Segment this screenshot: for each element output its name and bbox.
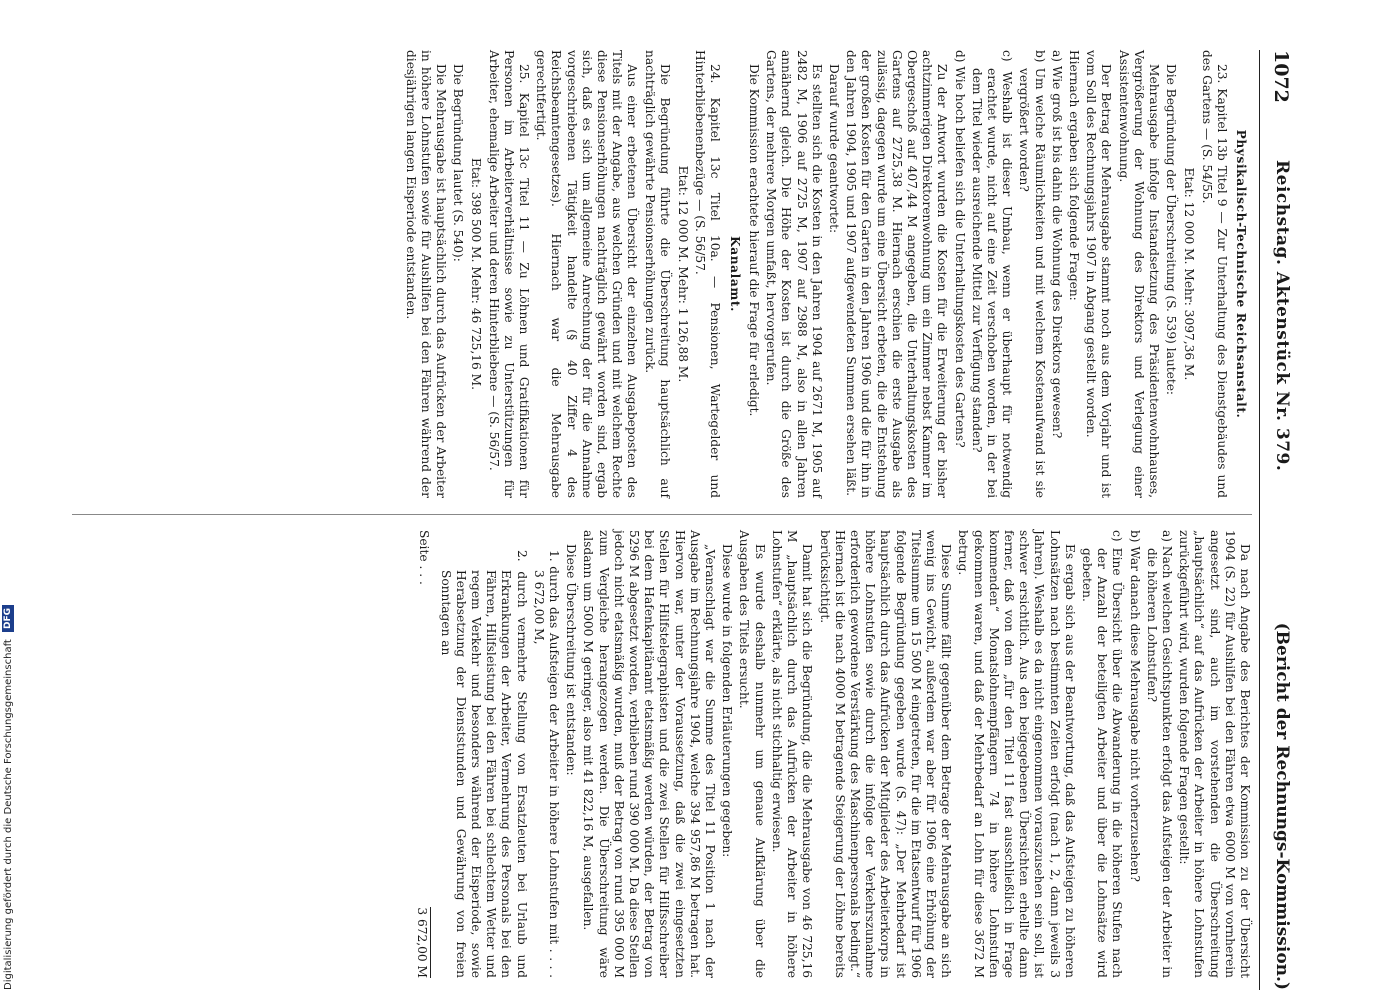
- paragraph: Hiernach ergaben sich folgende Fragen:: [1066, 50, 1081, 301]
- paragraph: Darauf wurde geantwortet:: [826, 64, 841, 234]
- paragraph: Damit hat sich die Begründung, die die Mehrausgabe von 46 725,16 M „hauptsächlich durch das Aufrücken der Arbeiter in höhere Lohnstufen“ erklärte, als nicht stichhaltig erwiesen.: [769, 530, 815, 978]
- paragraph: 25. Kapitel 13c Titel 11 — Zu Löhnen und Gratifikationen für Personen im Arbeiterverhältnisse sowie zu Unterstützungen für Arbeiter, ehemalige Arbeiter und deren Hinterbliebene — (S. 56/57.: [486, 50, 532, 498]
- paragraph: Mehrausgabe infolge Instandsetzung des Präsidentenwohnhauses, Vergrößerung der Wohnung des Direktors und Verlegung einer Assistentenwohnung.: [1116, 50, 1161, 498]
- digitization-note: [2, 605, 14, 990]
- etat-line: Etat: 12 000 M. Mehr: 1 126,88 M.: [676, 165, 691, 383]
- etat-line: Etat: 12 000 M. Mehr: 3097,36 M.: [1182, 167, 1197, 381]
- list-item: 2. durch vermehrte Stellung von Ersatzleuten bei Urlaub und Erkrankungen der Arbeiter, Vermehrung des Personals bei den Fähren, Hilfsleistung bei den Fähren bei schlechtem Wetter und regem Verkehr und besonders während der Eisperiode, sowie Herabsetzung der Dienststunden und Gewährung von freien Sonntagen an: [438, 550, 529, 978]
- question-item: a) Wie groß ist bis dahin die Wohnung des Direktors gewesen?: [1049, 50, 1064, 439]
- paragraph: „Veranschlagt war die Summe des Titel 11 Position 1 nach der Ausgabe im Rechnungsjahre 1904, welche 394 957,86 M betragen hat. Hiervon war, unter der Voraussetzung, daß die zwei eingesetzten Stellen für Hilfstelegraphisten und die zwei Stellen für Hilfsschreiber bei dem Hafenkapitänamt etatsmäßig werden würden, der Betrag von 5296 M abgesetzt worden, verblieben rund 390 000 M. Da diese Stellen jedoch nicht etatsmäßig wurden, muß der Betrag von rund 395 000 M zum Vergleiche herangezogen werden. Die Überschreitung wäre alsdann um 5000 M geringer, also mit 41 822,16 M, ausgefallen.: [581, 530, 718, 978]
- subtotal-line: [414, 530, 431, 978]
- paragraph: Die Kommission erachtete hierauf die Frage für erledigt.: [746, 64, 761, 417]
- paragraph: 24. Kapitel 13c Titel 10a. — Pensionen, Wartegelder und Hinterbliebenenbezüge — (S. 56/57.: [693, 50, 723, 498]
- paragraph: Es ergab sich aus der Beantwortung, daß das Aufsteigen zu höheren Lohnsätzen nach bestimmten Zeiten erfolgt (nach 1, 2, dann jeweils 3 Jahren). Weshalb es da nicht eingenommen vorauszusehen sein soll, ist schwer ersichtlich. Aus den beigegebenen Übersichten erhellte dann ferner, daß von dem „für den Titel 11 fast ausschließlich in Frage kommenden“ Monatslohnempfängern 74 in höhere Lohnstufen gekommen waren, und daß der Mehrbedarf an Lohn für diese 3672 M betrug.: [956, 530, 1077, 978]
- dfg-logo: DFG: [2, 605, 14, 632]
- section-title: Physikalisch-Technische Reichsanstalt.: [1234, 129, 1248, 419]
- question-item: b) Um welche Räumlichkeiten und mit welchem Kostenaufwand ist sie vergrößert worden?: [1017, 50, 1047, 498]
- paragraph: Diese Überschreitung ist entstanden:: [564, 544, 579, 776]
- paragraph: Die Begründung lautet (S. 540):: [451, 64, 466, 262]
- left-column: [400, 50, 1252, 498]
- paragraph: Aus einer erbetenen Übersicht der einzelnen Ausgabeposten des Titels mit der Angabe, aus welchen Gründen und mit welchem Rechte diese Pensionserhöhungen nachträglich gewährt worden sind, ergab sich, daß es sich um allgemeine Anrechnung der für die Annahme vorgeschriebenen Tätigkeit handelte (§ 40 Ziffer 4 des Reichsbeamtengesetzes). Hiernach war die Mehrausgabe gerechtfertigt.: [534, 50, 640, 498]
- subtotal-amount: 3 672,00 M: [415, 907, 430, 978]
- column-divider: [72, 514, 1252, 515]
- etat-line: Etat: 398 500 M. Mehr: 46 725,16 M.: [469, 157, 484, 391]
- question-item: c) Eine Übersicht über die Abwanderung in die höheren Stufen nach der Anzahl der beteiligten Arbeiter und über die Lohnsätze wird gebeten.: [1079, 530, 1125, 978]
- paragraph: Die Mehrausgabe ist hauptsächlich durch das Aufrücken der Arbeiter in höhere Lohnstufen sowie für Aushilfen bei den Fähren während der diesjährigen langen Eisperiode entstanden.: [403, 50, 449, 498]
- paragraph: Der Betrag der Mehrausgabe stammt noch aus dem Vorjahr und ist vom Soll des Rechnungsjahrs 1907 in Abgang gestellt worden.: [1084, 50, 1114, 498]
- list-item-text: 1. durch das Aufsteigen der Arbeiter in höhere Lohnstufen mit . . . .: [547, 550, 562, 978]
- subtotal-label: Seite . . .: [417, 530, 432, 585]
- paragraph: Diese wurde in folgenden Erläuterungen gegeben:: [720, 544, 735, 858]
- paragraph: Es stellten sich die Kosten in den Jahren 1904 auf 2671 M, 1905 auf 2482 M, 1906 auf 2725 M, 1907 auf 2988 M, also in allen Jahren annähernd gleich. Die Höhe der Kosten ist durch die Größe des Gartens, der mehrere Morgen umfaßt, hervorgerufen.: [764, 50, 824, 498]
- paragraph: Die Begründung der Überschreitung (S. 539) lautete:: [1164, 64, 1179, 396]
- header-subtitle: (Bericht der Rechnungs-Kommission.): [1272, 622, 1292, 990]
- question-item: b) War danach diese Mehrausgabe nicht vorherzusehen?: [1127, 530, 1142, 882]
- paragraph: Die Begründung führte die Überschreitung hauptsächlich auf nachträglich gewährte Pensionserhöhungen zurück.: [642, 50, 672, 498]
- question-item: a) Nach welchen Gesichtspunkten erfolgt das Aufsteigen der Arbeiter in die höheren Lohnstufen?: [1144, 530, 1174, 978]
- paragraph: Da nach Angabe des Berichtes der Kommission zu der Übersicht 1904 (S. 22) für Aushilfen bei den Fähren etwa 6000 M von vornherein angesetzt sind, auch im vorstehenden die Überschreitung „hauptsächlich“ auf das Aufrücken der Arbeiter in höhere Lohnstufen zurückgeführt wird, wurden folgende Fragen gestellt:: [1177, 530, 1252, 978]
- right-column: [414, 530, 1252, 978]
- header-title: Reichstag. Aktenstück Nr. 379.: [1272, 160, 1292, 472]
- document-page: [60, 50, 1300, 990]
- question-item: c) Weshalb ist dieser Umbau, wenn er überhaupt für notwendig erachtet wurde, nicht auf eine Zeit verschoben worden, in der bei dem Titel wieder ausreichende Mittel zur Verfügung standen?: [969, 50, 1015, 498]
- page-number: 1072: [1270, 50, 1292, 103]
- list-item: [531, 530, 561, 978]
- list-item-amount: 3 672,00 M,: [531, 570, 546, 645]
- paragraph: Zu der Antwort wurden die Kosten für die Erweiterung der bisher achtzimmerigen Direktorenwohnung um ein Zimmer nebst Kammer im Obergeschoß auf 407,44 M angegeben, die Unterhaltungskosten des Gartens auf 2725,38 M. Hiernach erschien die erste Ausgabe als zulässig, dagegen wurde um eine Übersicht erbeten, die die Entstehung der großen Kosten für den Garten in den Jahren 1906 und die für ihn in den Jahren 1904, 1905 und 1907 aufgewendeten Summen ersehen läßt.: [844, 50, 950, 498]
- section-title: Kanalamt.: [727, 236, 742, 312]
- digitization-note-text: Digitalisierung gefördert durch die Deutsche Forschungsgemeinschaft: [3, 639, 14, 990]
- running-header: [1259, 50, 1300, 990]
- paragraph: Diese Summe fällt gegenüber dem Betrage der Mehrausgabe an sich wenig ins Gewicht, außerdem war aber für 1906 eine Erhöhung der Titelsumme um 15 500 M eingetreten, für die im Etatsentwurf für 1906 folgende Begründung gegeben wurde (S. 47): „Der Mehrbedarf ist hauptsächlich durch das Aufrücken der Mitglieder des Arbeiterkorps in höhere Lohnstufen sowie durch die infolge der Verkehrszunahme erforderlich gewordene Verstärkung des Maschinenpersonals bedingt.“ Hiernach ist die nach 4000 M betragende Steigerung der Löhne bereits berücksichtigt.: [817, 530, 954, 978]
- paragraph: 23. Kapitel 13b Titel 9 — Zur Unterhaltung des Dienstgebäudes und des Gartens — (S. 54/55.: [1199, 50, 1229, 498]
- question-item: d) Wie hoch beliefen sich die Unterhaltungskosten des Gartens?: [952, 50, 967, 448]
- paragraph: Es wurde deshalb nunmehr um genaue Aufklärung über die Ausgaben des Titels ersucht.: [737, 530, 767, 978]
